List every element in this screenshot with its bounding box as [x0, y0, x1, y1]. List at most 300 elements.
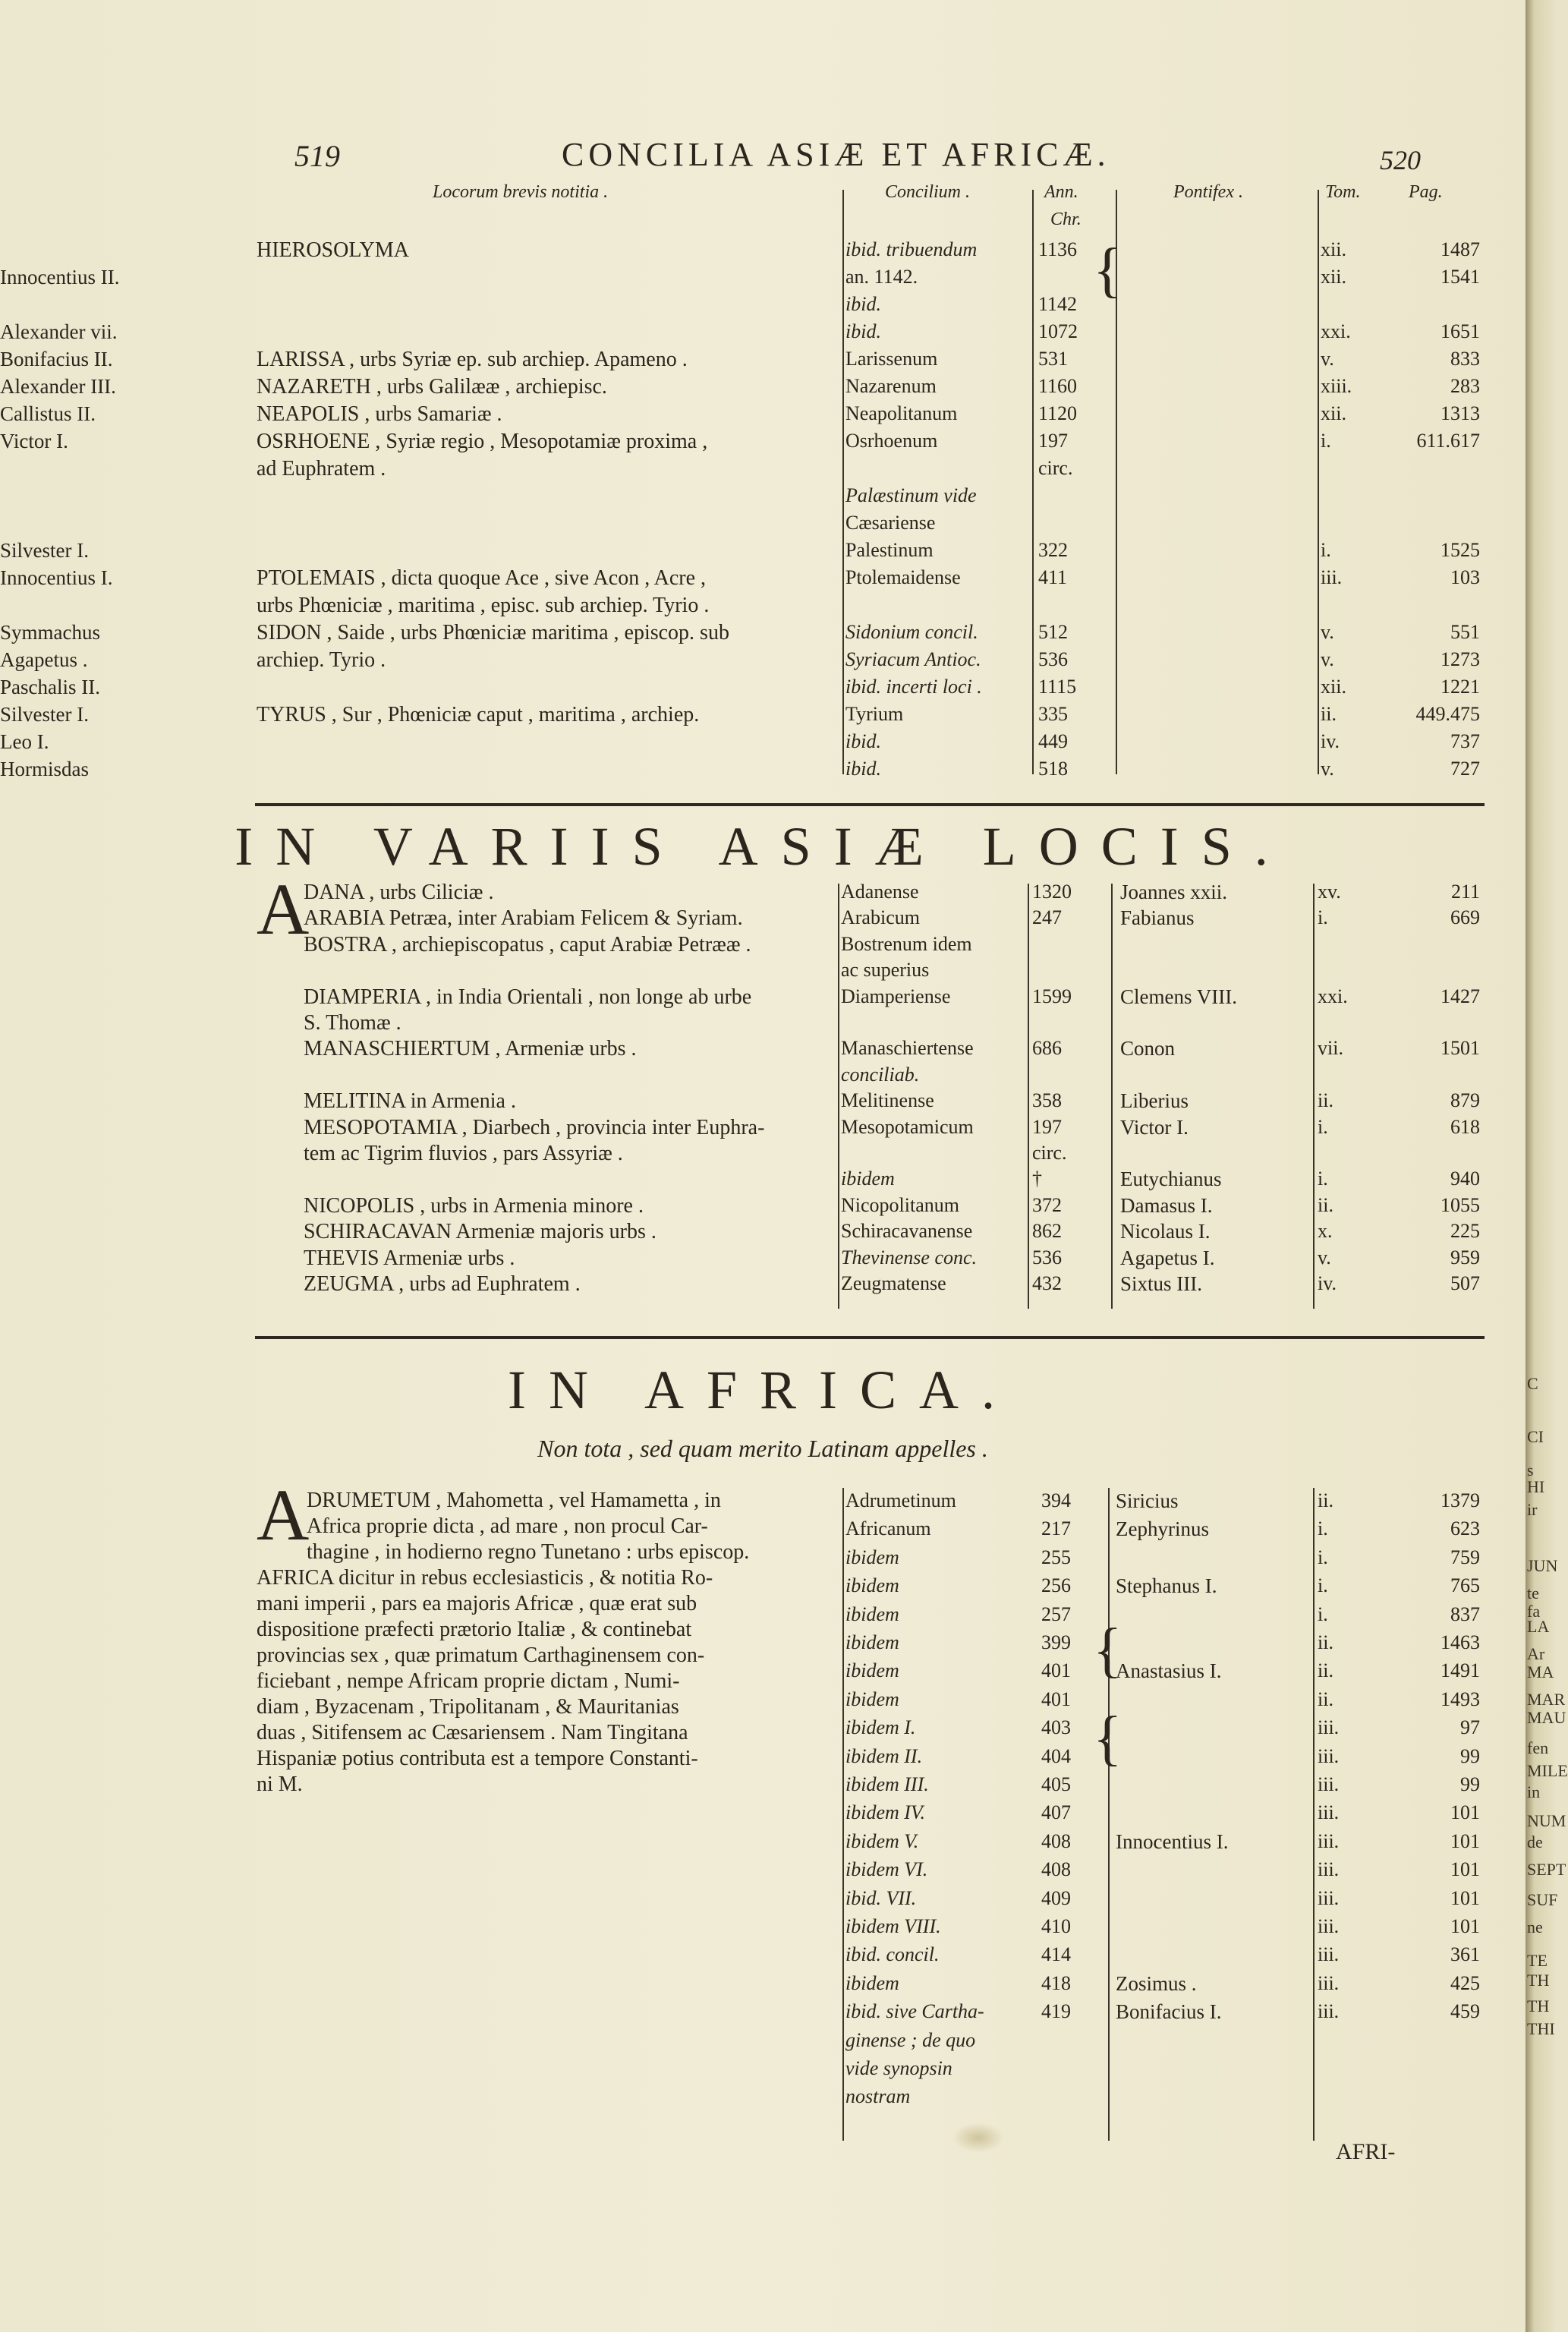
africa-description	[257, 1488, 833, 1798]
cell-ann: 512	[1038, 621, 1068, 643]
margin-fragment: SEPT	[1527, 1860, 1566, 1879]
cell-pag: 1463	[1440, 1631, 1480, 1653]
cell-place: DIAMPERIA , in India Orientali , non longe ab urbe	[304, 985, 752, 1009]
cell-tom: i.	[1318, 1574, 1328, 1597]
cell-concilium: Osrhoenum	[845, 430, 938, 452]
column-header-concilium: Concilium .	[885, 182, 970, 202]
cell-pag: 611.617	[1416, 430, 1480, 452]
cell-place: S. Thomæ .	[304, 1011, 401, 1035]
column-divider	[1313, 884, 1315, 1309]
text-line: Hispaniæ potius contributa est a tempore Constanti-	[257, 1747, 698, 1770]
cell-tom: iii.	[1318, 1943, 1340, 1966]
paper-stain	[952, 2122, 1005, 2153]
cell-ann: 401	[1041, 1659, 1071, 1682]
cell-concilium: ginense ; de quo	[845, 2028, 976, 2051]
cell-pag: 623	[1450, 1517, 1480, 1540]
cell-tom: iv.	[1321, 730, 1340, 752]
cell-concilium: ibidem	[845, 1971, 899, 1994]
cell-pag: 1313	[1440, 402, 1480, 424]
margin-fragment: ir	[1527, 1500, 1538, 1519]
cell-pontifex: Callistus II.	[0, 402, 96, 425]
cell-pontifex: Eutychianus	[1120, 1168, 1222, 1191]
cell-pag: 1379	[1440, 1489, 1480, 1511]
cell-concilium: conciliab.	[841, 1063, 920, 1086]
cell-ann: 197	[1038, 430, 1068, 452]
cell-pag: 727	[1450, 758, 1480, 780]
cell-concilium: ibidem	[845, 1688, 899, 1710]
cell-pag: 459	[1450, 2000, 1480, 2023]
margin-fragment: MAU	[1527, 1708, 1566, 1727]
cell-ann: circ.	[1032, 1142, 1067, 1164]
cell-concilium: ibid.	[845, 293, 881, 315]
cell-concilium: nostram	[845, 2085, 911, 2108]
cell-pontifex: Leo I.	[0, 730, 49, 753]
margin-fragment: s	[1527, 1461, 1534, 1480]
text-line: DRUMETUM , Mahometta , vel Hamametta , in	[307, 1489, 721, 1512]
cell-tom: iii.	[1321, 566, 1343, 588]
cell-concilium: Nicopolitanum	[841, 1193, 959, 1216]
text-line: thagine , in hodierno regno Tunetano : urbs episcop.	[307, 1540, 750, 1564]
cell-ann: 419	[1041, 2000, 1071, 2023]
cell-ann: 1136	[1038, 238, 1078, 260]
cell-ann: 405	[1041, 1773, 1071, 1795]
cell-ann: 197	[1032, 1115, 1062, 1138]
cell-pontifex: Innocentius I.	[0, 566, 113, 589]
cell-ann: 410	[1041, 1915, 1071, 1937]
cell-tom: i.	[1318, 1602, 1328, 1625]
cell-pontifex: Nicolaus I.	[1120, 1220, 1211, 1243]
cell-pontifex: Sixtus III.	[1120, 1272, 1202, 1295]
cell-pontifex: Victor I.	[1120, 1115, 1189, 1139]
cell-ann: 1599	[1032, 985, 1072, 1007]
cell-pag: 879	[1450, 1089, 1480, 1112]
cell-place: SCHIRACAVAN Armeniæ majoris urbs .	[304, 1220, 656, 1244]
cell-ann: 1320	[1032, 881, 1072, 903]
column-header-place: Locorum brevis notitia .	[433, 182, 609, 202]
margin-fragment: SUF	[1527, 1890, 1558, 1909]
cell-concilium: ibidem VIII.	[845, 1915, 941, 1937]
cell-tom: v.	[1321, 348, 1334, 370]
cell-tom: iii.	[1318, 1716, 1340, 1739]
cell-pag: 833	[1450, 348, 1480, 370]
cell-tom: iii.	[1318, 1858, 1340, 1881]
cell-tom: i.	[1318, 1168, 1328, 1190]
cell-ann: 1072	[1038, 320, 1078, 342]
cell-concilium: vide synopsin	[845, 2057, 952, 2079]
cell-concilium: ibid. sive Cartha-	[845, 2000, 984, 2023]
cell-concilium: Thevinense conc.	[841, 1246, 978, 1268]
cell-pontifex: Alexander III.	[0, 375, 116, 398]
cell-pag: 618	[1450, 1115, 1480, 1138]
cell-pag: 1541	[1440, 266, 1480, 288]
cell-concilium: Mesopotamicum	[841, 1115, 974, 1138]
cell-place: archiep. Tyrio .	[257, 648, 386, 672]
text-line: provincias sex , quæ primatum Carthaginensem con-	[257, 1643, 705, 1667]
cell-concilium: Tyrium	[845, 703, 904, 725]
cell-tom: i.	[1318, 1546, 1328, 1568]
cell-pontifex: Silvester I.	[0, 539, 89, 562]
cell-tom: ii.	[1321, 703, 1337, 725]
text-line: dispositione præfecti prætorio Italiæ , & continebat	[257, 1618, 692, 1641]
cell-concilium: ibid. concil.	[845, 1943, 940, 1966]
section-rule	[255, 1336, 1485, 1339]
cell-ann: 372	[1032, 1193, 1062, 1216]
cell-pag: 1525	[1440, 539, 1480, 561]
cell-ann: 255	[1041, 1546, 1071, 1568]
cell-tom: xii.	[1321, 238, 1346, 260]
cell-concilium: ibidem VI.	[845, 1858, 928, 1881]
cell-ann: 217	[1041, 1517, 1071, 1540]
margin-fragment: fen	[1527, 1738, 1549, 1757]
cell-pag: 1491	[1440, 1659, 1480, 1682]
column-divider	[842, 190, 844, 774]
cell-tom: v.	[1321, 648, 1334, 670]
cell-ann: 257	[1041, 1602, 1071, 1625]
cell-place: MANASCHIERTUM , Armeniæ urbs .	[304, 1037, 637, 1061]
cell-tom: vii.	[1318, 1037, 1343, 1060]
text-line: duas , Sitifensem ac Cæsariensem . Nam Tingitana	[257, 1721, 688, 1744]
cell-place: urbs Phœniciæ , maritima , episc. sub archiep. Tyrio .	[257, 594, 710, 617]
column-header-chr: Chr.	[1050, 210, 1082, 229]
cell-concilium: ibid. VII.	[845, 1886, 917, 1909]
cell-tom: xxi.	[1321, 320, 1351, 342]
cell-ann: 399	[1041, 1631, 1071, 1653]
cell-pontifex: Agapetus I.	[1120, 1246, 1215, 1269]
cell-pag: 101	[1450, 1829, 1480, 1852]
cell-pag: 940	[1450, 1168, 1480, 1190]
cell-concilium: Larissenum	[845, 348, 938, 370]
cell-pag: 361	[1450, 1943, 1480, 1966]
cell-place: OSRHOENE , Syriæ regio , Mesopotamiæ proxima ,	[257, 430, 708, 453]
cell-pag: 737	[1450, 730, 1480, 752]
margin-fragment: HI	[1527, 1477, 1545, 1496]
cell-tom: v.	[1321, 758, 1334, 780]
cell-ann: 1120	[1038, 402, 1078, 424]
cell-concilium: ibidem	[841, 1168, 895, 1190]
margin-fragment: CI	[1527, 1427, 1544, 1446]
cell-concilium: Nazarenum	[845, 375, 937, 397]
column-divider	[838, 884, 839, 1309]
cell-pontifex: Symmachus	[0, 621, 100, 644]
cell-concilium: Ptolemaidense	[845, 566, 961, 588]
cell-pag: 551	[1450, 621, 1480, 643]
cell-pag: 97	[1460, 1716, 1480, 1739]
cell-concilium: ibid. tribuendum	[845, 238, 978, 260]
cell-place: THEVIS Armeniæ urbs .	[304, 1246, 515, 1270]
cell-pag: 959	[1450, 1246, 1480, 1268]
cell-pontifex: Hormisdas	[0, 758, 89, 780]
cell-ann: 409	[1041, 1886, 1071, 1909]
cell-place: HIEROSOLYMA	[257, 238, 409, 262]
column-divider	[1111, 884, 1113, 1309]
cell-pontifex: Silvester I.	[0, 703, 89, 726]
cell-ann: 403	[1041, 1716, 1071, 1739]
column-divider	[1318, 190, 1319, 774]
margin-fragment: TE	[1527, 1951, 1548, 1970]
margin-fragment: C	[1527, 1374, 1538, 1393]
text-line: mani imperii , pars ea majoris Africæ , quæ erat sub	[257, 1592, 697, 1615]
cell-tom: iii.	[1318, 1886, 1340, 1909]
cell-ann: 411	[1038, 566, 1068, 588]
cell-ann: 536	[1032, 1246, 1062, 1268]
cell-tom: iii.	[1318, 1744, 1340, 1767]
cell-pag: 765	[1450, 1574, 1480, 1597]
cell-pontifex: Anastasius I.	[1116, 1659, 1222, 1683]
margin-fragment: MAR	[1527, 1690, 1566, 1709]
section-title-varii: IN VARIIS ASIÆ LOCIS.	[235, 816, 1291, 877]
cell-ann: 531	[1038, 348, 1068, 370]
cell-concilium: Adanense	[841, 881, 919, 903]
right-page-number: 520	[1380, 145, 1421, 175]
cell-concilium: ibidem III.	[845, 1773, 929, 1795]
cell-place: NAZARETH , urbs Galilææ , archiepisc.	[257, 375, 607, 399]
cell-tom: iv.	[1318, 1272, 1337, 1294]
cell-pontifex: Paschalis II.	[0, 676, 100, 698]
section-subtitle-africa: Non tota , sed quam merito Latinam appelles .	[537, 1435, 988, 1462]
cell-place: NICOPOLIS , urbs in Armenia minore .	[304, 1193, 644, 1218]
cell-pontifex: Bonifacius II.	[0, 348, 113, 370]
cell-tom: iii.	[1318, 1773, 1340, 1795]
cell-ann: 1160	[1038, 375, 1078, 397]
cell-concilium: ibidem	[845, 1602, 899, 1625]
cell-pontifex: Liberius	[1120, 1089, 1189, 1113]
cell-pontifex: Alexander vii.	[0, 320, 118, 343]
brace: {	[1093, 237, 1122, 304]
text-line: ficiebant , nempe Africam proprie dictam , Numi-	[257, 1669, 680, 1693]
cell-pontifex: Fabianus	[1120, 906, 1195, 930]
cell-pag: 837	[1450, 1602, 1480, 1625]
cell-tom: i.	[1321, 539, 1331, 561]
cell-ann: 401	[1041, 1688, 1071, 1710]
cell-ann: 1115	[1038, 676, 1077, 698]
cell-tom: ii.	[1318, 1089, 1333, 1112]
cell-ann: 414	[1041, 1943, 1071, 1966]
cell-tom: xv.	[1318, 881, 1341, 903]
cell-tom: ii.	[1318, 1688, 1333, 1710]
cell-tom: xii.	[1321, 402, 1346, 424]
margin-fragment: te	[1527, 1584, 1539, 1602]
margin-fragment: TH	[1527, 1996, 1550, 2015]
column-header-pontifex: Pontifex .	[1173, 182, 1243, 202]
cell-concilium: Schiracavanense	[841, 1220, 973, 1243]
cell-concilium: Manaschiertense	[841, 1037, 974, 1060]
cell-ann: 686	[1032, 1037, 1062, 1060]
cell-concilium: ibid.	[845, 320, 881, 342]
cell-tom: iii.	[1318, 1829, 1340, 1852]
cell-pag: 1427	[1440, 985, 1480, 1007]
cell-place: NEAPOLIS , urbs Samariæ .	[257, 402, 502, 426]
cell-pontifex: Siricius	[1116, 1489, 1179, 1512]
cell-place: LARISSA , urbs Syriæ ep. sub archiep. Apameno .	[257, 348, 688, 371]
cell-place: tem ac Tigrim fluvios , pars Assyriæ .	[304, 1142, 623, 1165]
cell-ann: 408	[1041, 1858, 1071, 1881]
cell-concilium: ibidem	[845, 1546, 899, 1568]
cell-concilium: Africanum	[845, 1517, 931, 1540]
cell-pag: 1221	[1440, 676, 1480, 698]
cell-ann: 418	[1041, 1971, 1071, 1994]
margin-fragment: THI	[1527, 2019, 1555, 2038]
cell-tom: iii.	[1318, 1915, 1340, 1937]
cell-place: TYRUS , Sur , Phœniciæ caput , maritima , archiep.	[257, 703, 700, 726]
cell-pag: 103	[1450, 566, 1480, 588]
cell-ann: 322	[1038, 539, 1068, 561]
cell-concilium: ibidem I.	[845, 1716, 916, 1739]
cell-concilium: Sidonium concil.	[845, 621, 978, 643]
cell-ann: 408	[1041, 1829, 1071, 1852]
cell-place: PTOLEMAIS , dicta quoque Ace , sive Acon , Acre ,	[257, 566, 707, 590]
left-page-number: 519	[294, 139, 340, 173]
cell-pontifex: Zosimus .	[1116, 1971, 1197, 1995]
cell-tom: i.	[1318, 1517, 1328, 1540]
drop-cap-a: A	[257, 868, 310, 950]
cell-pontifex: Conon	[1120, 1037, 1176, 1060]
cell-pontifex: Innocentius I.	[1116, 1829, 1229, 1853]
cell-ann: 432	[1032, 1272, 1062, 1294]
column-header-pag: Pag.	[1409, 182, 1443, 202]
margin-fragment: MA	[1527, 1662, 1554, 1681]
cell-pag: 759	[1450, 1546, 1480, 1568]
cell-pontifex: Zephyrinus	[1116, 1517, 1209, 1541]
cell-pag: 101	[1450, 1801, 1480, 1824]
cell-concilium: ac superius	[841, 959, 930, 982]
column-header-tom: Tom.	[1325, 182, 1361, 202]
cell-ann: 247	[1032, 906, 1062, 929]
cell-pag: 449.475	[1415, 703, 1480, 725]
cell-concilium: ibidem IV.	[845, 1801, 925, 1824]
cell-concilium: ibidem	[845, 1574, 899, 1597]
catchword: AFRI-	[1336, 2139, 1396, 2164]
cell-pag: 225	[1450, 1220, 1480, 1243]
cell-place: ZEUGMA , urbs ad Euphratem .	[304, 1272, 581, 1296]
cell-tom: iii.	[1318, 2000, 1340, 2023]
cell-pag: 101	[1450, 1886, 1480, 1909]
cell-ann: 394	[1041, 1489, 1071, 1511]
column-divider	[1108, 1488, 1110, 2141]
cell-place: ad Euphratem .	[257, 457, 386, 481]
cell-pag: 101	[1450, 1915, 1480, 1937]
column-header-ann: Ann.	[1044, 182, 1078, 202]
cell-concilium: ibid. incerti loci .	[845, 676, 982, 698]
cell-tom: i.	[1318, 1115, 1328, 1138]
cell-concilium: Arabicum	[841, 906, 920, 929]
cell-pag: 283	[1450, 375, 1480, 397]
cell-place: SIDON , Saide , urbs Phœniciæ maritima , episcop. sub	[257, 621, 729, 644]
cell-tom: i.	[1318, 906, 1328, 929]
cell-tom: x.	[1318, 1220, 1333, 1243]
cell-tom: i.	[1321, 430, 1331, 452]
cell-pag: 1493	[1440, 1688, 1480, 1710]
cell-tom: xii.	[1321, 676, 1346, 698]
cell-concilium: ibidem	[845, 1631, 899, 1653]
cell-concilium: ibidem II.	[845, 1744, 923, 1767]
page-header	[0, 135, 1525, 181]
cell-concilium: Cæsariense	[845, 512, 936, 534]
cell-ann: 449	[1038, 730, 1068, 752]
text-line: Africa proprie dicta , ad mare , non procul Car-	[307, 1514, 708, 1538]
cell-pontifex: Victor I.	[0, 430, 68, 452]
cell-tom: xiii.	[1321, 375, 1352, 397]
cell-concilium: ibidem	[845, 1659, 899, 1682]
section-rule	[255, 803, 1485, 806]
text-line: AFRICA dicitur in rebus ecclesiasticis , & notitia Ro-	[257, 1566, 713, 1590]
cell-ann: 256	[1041, 1574, 1071, 1597]
cell-place: MELITINA in Armenia .	[304, 1089, 516, 1114]
column-divider	[842, 1488, 844, 2141]
brace: {	[1093, 1705, 1122, 1772]
running-title: CONCILIA ASIÆ ET AFRICÆ.	[562, 136, 1110, 173]
cell-place: DANA , urbs Ciliciæ .	[304, 881, 494, 904]
margin-fragment: LA	[1527, 1617, 1550, 1636]
cell-concilium: an. 1142.	[845, 266, 918, 288]
cell-pontifex: Agapetus .	[0, 648, 88, 671]
cell-tom: v.	[1318, 1246, 1331, 1268]
cell-pontifex: Joannes xxii.	[1120, 881, 1227, 903]
cell-tom: ii.	[1318, 1193, 1333, 1216]
cell-tom: xxi.	[1318, 985, 1348, 1007]
cell-concilium: Zeugmatense	[841, 1272, 946, 1294]
cell-concilium: ibidem V.	[845, 1829, 919, 1852]
cell-concilium: ibid.	[845, 758, 881, 780]
cell-pag: 669	[1450, 906, 1480, 929]
cell-tom: ii.	[1318, 1659, 1333, 1682]
margin-fragment: TH	[1527, 1971, 1550, 1990]
text-line: ni M.	[257, 1773, 303, 1796]
cell-concilium: Diamperiense	[841, 985, 951, 1007]
margin-fragment: in	[1527, 1782, 1541, 1801]
cell-ann: circ.	[1038, 457, 1073, 479]
column-divider	[1032, 190, 1034, 774]
column-divider	[1028, 884, 1029, 1309]
cell-pontifex: Innocentius II.	[0, 266, 120, 288]
cell-ann: 358	[1032, 1089, 1062, 1112]
cell-pontifex: Damasus I.	[1120, 1193, 1213, 1217]
margin-fragment: MILE	[1527, 1761, 1568, 1780]
cell-pag: 101	[1450, 1858, 1480, 1881]
cell-ann: 335	[1038, 703, 1068, 725]
cell-place: ARABIA Petræa, inter Arabiam Felicem & Syriam.	[304, 906, 743, 931]
margin-fragment: ne	[1527, 1918, 1543, 1937]
brace: {	[1093, 1617, 1122, 1684]
margin-fragment: fa	[1527, 1602, 1541, 1621]
cell-pag: 1501	[1440, 1037, 1480, 1060]
cell-concilium: Adrumetinum	[845, 1489, 956, 1511]
margin-fragment: Ar	[1527, 1644, 1545, 1663]
cell-tom: ii.	[1318, 1631, 1333, 1653]
cell-ann: 1142	[1038, 293, 1078, 315]
cell-pontifex: Clemens VIII.	[1120, 985, 1237, 1008]
cell-pag: 1055	[1440, 1193, 1480, 1216]
cell-concilium: ibid.	[845, 730, 881, 752]
text-line: diam , Byzacenam , Tripolitanam , & Mauritanias	[257, 1695, 679, 1719]
cell-concilium: Syriacum Antioc.	[845, 648, 981, 670]
cell-concilium: Melitinense	[841, 1089, 934, 1112]
cell-pag: 99	[1460, 1744, 1480, 1767]
cell-pag: 1273	[1440, 648, 1480, 670]
cell-ann: 404	[1041, 1744, 1071, 1767]
cell-tom: ii.	[1318, 1489, 1333, 1511]
cell-tom: xii.	[1321, 266, 1346, 288]
cell-pag: 99	[1460, 1773, 1480, 1795]
cell-pontifex: Stephanus I.	[1116, 1574, 1217, 1598]
cell-concilium: Palestinum	[845, 539, 934, 561]
cell-concilium: Bostrenum idem	[841, 932, 972, 955]
cell-pag: 1651	[1440, 320, 1480, 342]
cell-pag: 425	[1450, 1971, 1480, 1994]
cell-tom: v.	[1321, 621, 1334, 643]
cell-ann: †	[1032, 1168, 1042, 1190]
margin-fragment: NUM	[1527, 1811, 1566, 1830]
cell-ann: 536	[1038, 648, 1068, 670]
